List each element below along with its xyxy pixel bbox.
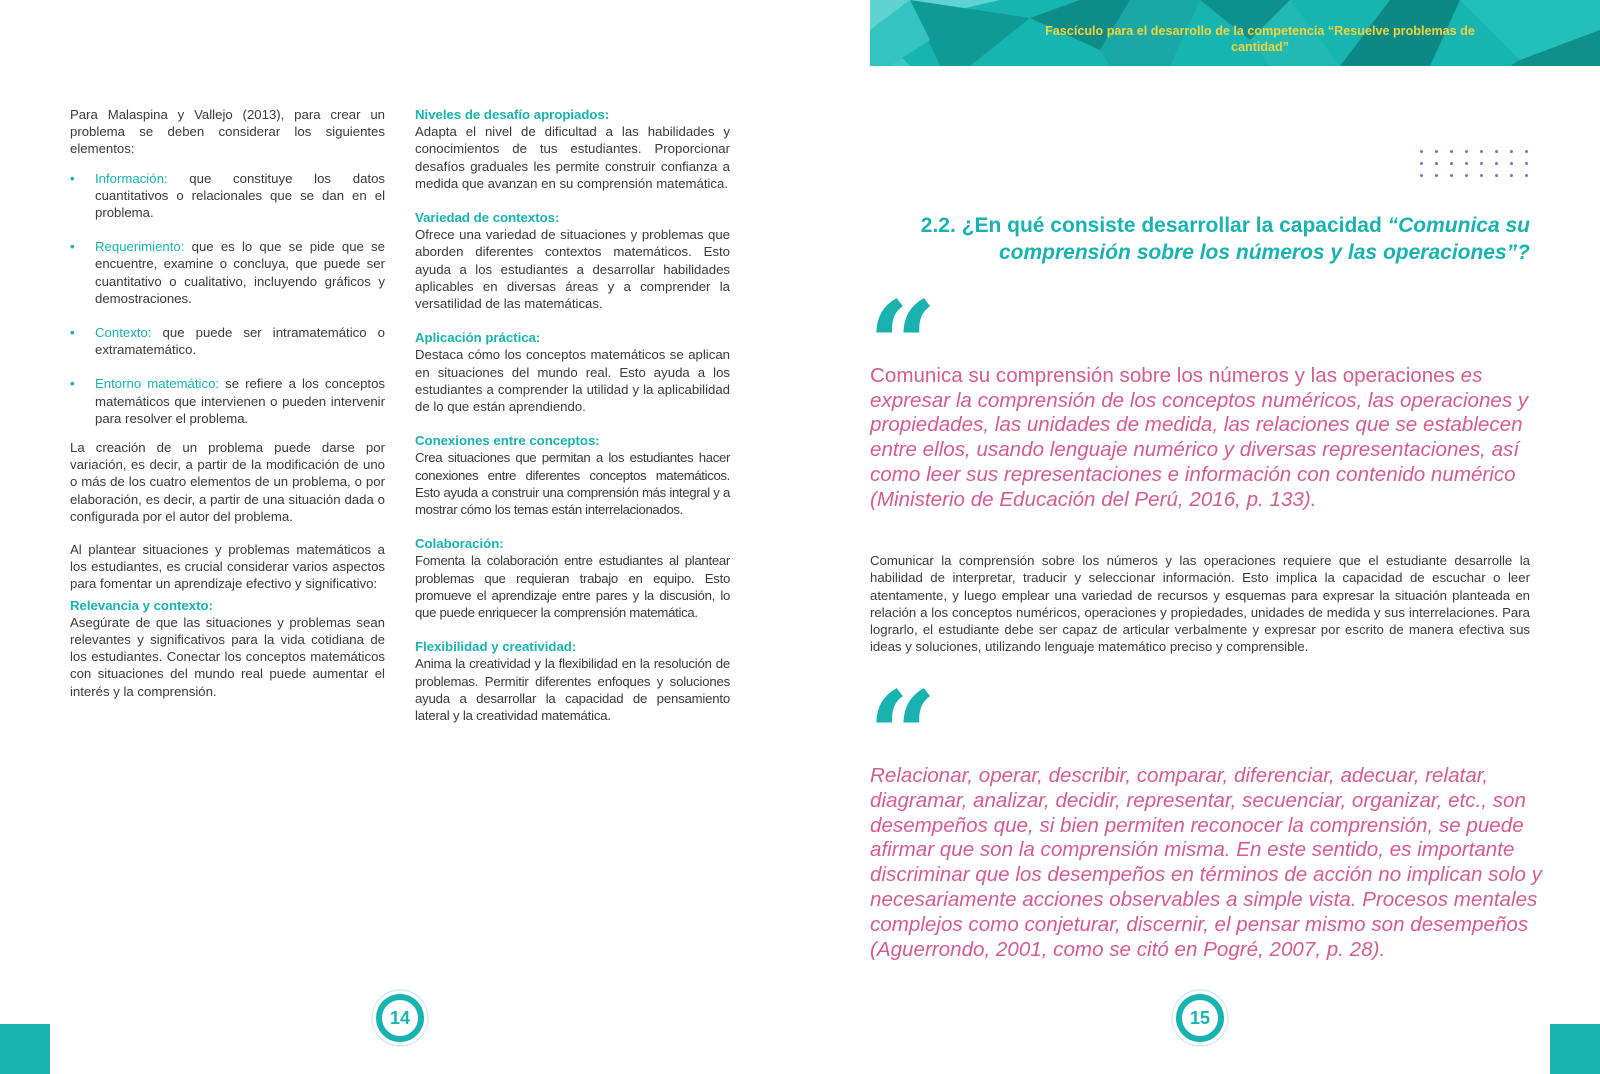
aspect-text: Crea situaciones que permitan a los estudiantes hacer conexiones entre diferentes conceptos matemáticos. Esto ayuda a construir una comprensión más integral y a mostrar cómo los temas están interrelacionados.	[415, 450, 730, 518]
left-column-1	[70, 106, 385, 700]
dot-icon	[1525, 150, 1528, 153]
left-column-2	[415, 106, 730, 724]
bullet-icon: •	[70, 170, 75, 186]
aspect-heading: Aplicación práctica:	[415, 330, 541, 346]
dot-icon	[1465, 174, 1468, 177]
dot-icon	[1420, 174, 1423, 177]
body-paragraph: Comunicar la comprensión sobre los números y las operaciones requiere que el estudiante desarrolle la habilidad de interpretar, traducir y seleccionar información. Esto implica la capacidad de escuchar o leer atentamente, y luego emplear una variedad de recursos y esquemas para expresar la situación planteada en relación a los conceptos numéricos, operaciones y propiedades, unidades de medida y sus interrelaciones. Para lograrlo, el estudiante debe ser capaz de articular verbalmente y expresar por escrito de manera efectiva sus ideas y soluciones, utilizando lenguaje matemático preciso y comprensible.	[870, 553, 1530, 655]
page-number-text: 14	[389, 1008, 411, 1028]
element-text: que constituye los datos cuantitativos o relacionales que se dan en el problema.	[95, 170, 385, 221]
list-item	[70, 238, 385, 307]
dot-icon	[1450, 174, 1453, 177]
list-item	[70, 170, 385, 222]
citation-quote: Relacionar, operar, describir, comparar, diferenciar, adecuar, relatar, diagramar, analizar, decidir, representar, secuenciar, organizar, etc., son desempeños que, si bien permiten reconocer la comprensión, se puede afirmar que son la comprensión misma. En este sentido, es importante discriminar que los desempeños en términos de acción no implican solo y necesariamente acciones observables a simple vista. Procesos mentales complejos como conjeturar, discernir, el pensar mismo son desempeños (Aguerrondo, 2001, como se citó en Pogré, 2007, p. 28).	[870, 764, 1542, 961]
list-item	[70, 375, 385, 427]
aspect-heading: Variedad de contextos:	[415, 210, 560, 226]
page-number-left	[376, 994, 426, 1044]
dot-icon	[1480, 162, 1483, 165]
dot-icon	[1510, 162, 1513, 165]
dot-icon	[1420, 162, 1423, 165]
definition-quote	[870, 364, 1542, 512]
dot-icon	[1450, 162, 1453, 165]
section-title-text: 2.2. ¿En qué consiste desarrollar la capacidad	[920, 214, 1388, 237]
header-title: Fascículo para el desarrollo de la competencia “Resuelve problemas de cantidad”	[1045, 24, 1475, 54]
element-term: Información:	[95, 170, 168, 186]
quote1-italic: es expresar la comprensión de los conceptos numéricos, las operaciones y propiedades, las unidades de medida, las relaciones que se establecen entre ellos, usando lenguaje numérico y diversas representaciones, así como leer sus representaciones e información con contenido numérico (Ministerio de Educación del Perú, 2016, p. 133).	[870, 364, 1529, 511]
bullet-icon: •	[70, 376, 75, 392]
creation-paragraph: La creación de un problema puede darse por variación, es decir, a partir de la modificación de uno o más de los cuatro elementos de un problema, o por elaboración, es decir, a partir de una situación dada o configurada por el autor del problema.	[70, 440, 385, 524]
list-item	[70, 324, 385, 358]
dot-icon	[1495, 174, 1498, 177]
aspect-heading: Relevancia y contexto:	[70, 597, 213, 613]
corner-block-right	[1550, 1024, 1600, 1074]
aspect-text: Adapta el nivel de dificultad a las habilidades y conocimientos de tus estudiantes. Proporcionar desafíos graduales les permite construir confianza a medida que avanzan en su comprensión matemática.	[415, 124, 730, 191]
section-title	[880, 212, 1530, 266]
element-term: Contexto:	[95, 325, 152, 341]
dot-icon	[1495, 150, 1498, 153]
dot-icon	[1435, 162, 1438, 165]
element-text: que es lo que se pide que se encuentre, examine o concluya, que puede ser cuantitativo o cualitativo, incluyendo gráficos y demostraciones.	[95, 239, 385, 306]
element-text: que puede ser intramatemático o extramatemático.	[95, 325, 385, 358]
dot-icon	[1435, 174, 1438, 177]
aspect-text: Asegúrate de que las situaciones y problemas sean relevantes y significativos para la vida cotidiana de los estudiantes. Conectar los conceptos matemáticos con situaciones del mundo real puede aumentar el interés y la comprensión.	[70, 614, 385, 699]
page-number-right	[1176, 994, 1226, 1044]
bullet-icon: •	[70, 325, 75, 341]
aspect-text: Ofrece una variedad de situaciones y problemas que aborden diferentes contextos matemáticos. Esto ayuda a los estudiantes a desarrollar habilidades aplicables en diversas áreas y a comprender la versatilidad de las matemáticas.	[415, 227, 730, 312]
element-term: Requerimiento:	[95, 239, 185, 255]
dot-icon	[1510, 150, 1513, 153]
dot-icon	[1495, 162, 1498, 165]
dot-icon	[1480, 174, 1483, 177]
element-term: Entorno matemático:	[95, 376, 220, 392]
aspect-text: Fomenta la colaboración entre estudiantes al plantear problemas que requieran trabajo en equipo. Esto promueve el aprendizaje entre pares y la discusión, lo que puede enriquecer la comprensión matemática.	[415, 553, 730, 621]
quote-mark-icon: “	[868, 665, 938, 806]
dot-icon	[1420, 150, 1423, 153]
elements-list	[70, 170, 385, 427]
aspect-heading: Flexibilidad y creatividad:	[415, 639, 577, 655]
aspect-heading: Colaboración:	[415, 536, 504, 552]
aspect-heading: Niveles de desafío apropiados:	[415, 107, 610, 122]
quote-mark-icon: “	[868, 275, 938, 416]
aspect-text: Destaca cómo los conceptos matemáticos se aplican en situaciones del mundo real. Esto ayuda a los estudiantes a comprender la utilidad y la aplicabilidad de lo que están aprendiendo.	[415, 347, 730, 415]
dot-icon	[1480, 150, 1483, 153]
dot-icon	[1525, 174, 1528, 177]
quote1-plain: Comunica su comprensión sobre los números y las operaciones	[870, 364, 1455, 387]
dot-icon	[1435, 150, 1438, 153]
page-number-text: 15	[1189, 1008, 1211, 1028]
corner-block-left	[0, 1024, 50, 1074]
bullet-icon: •	[70, 239, 75, 255]
aspects-paragraph: Al plantear situaciones y problemas matemáticos a los estudiantes, es crucial considerar varios aspectos para fomentar un aprendizaje efectivo y significativo:	[70, 542, 385, 592]
intro-paragraph: Para Malaspina y Vallejo (2013), para crear un problema se deben considerar los siguientes elementos:	[70, 107, 385, 157]
dot-icon	[1510, 174, 1513, 177]
dot-icon	[1450, 150, 1453, 153]
aspect-heading: Conexiones entre conceptos:	[415, 433, 600, 449]
dot-icon	[1465, 162, 1468, 165]
dot-icon	[1525, 162, 1528, 165]
element-text: se refiere a los conceptos matemáticos que intervienen o pueden intervenir para resolver el problema.	[95, 376, 385, 426]
dot-icon	[1465, 150, 1468, 153]
aspect-text: Anima la creatividad y la flexibilidad en la resolución de problemas. Permitir diferentes enfoques y soluciones ayuda a desarrollar la capacidad de pensamiento lateral y la creatividad matemática.	[415, 656, 730, 724]
section-title-italic: “Comunica su comprensión sobre los números y las operaciones”?	[999, 214, 1530, 264]
